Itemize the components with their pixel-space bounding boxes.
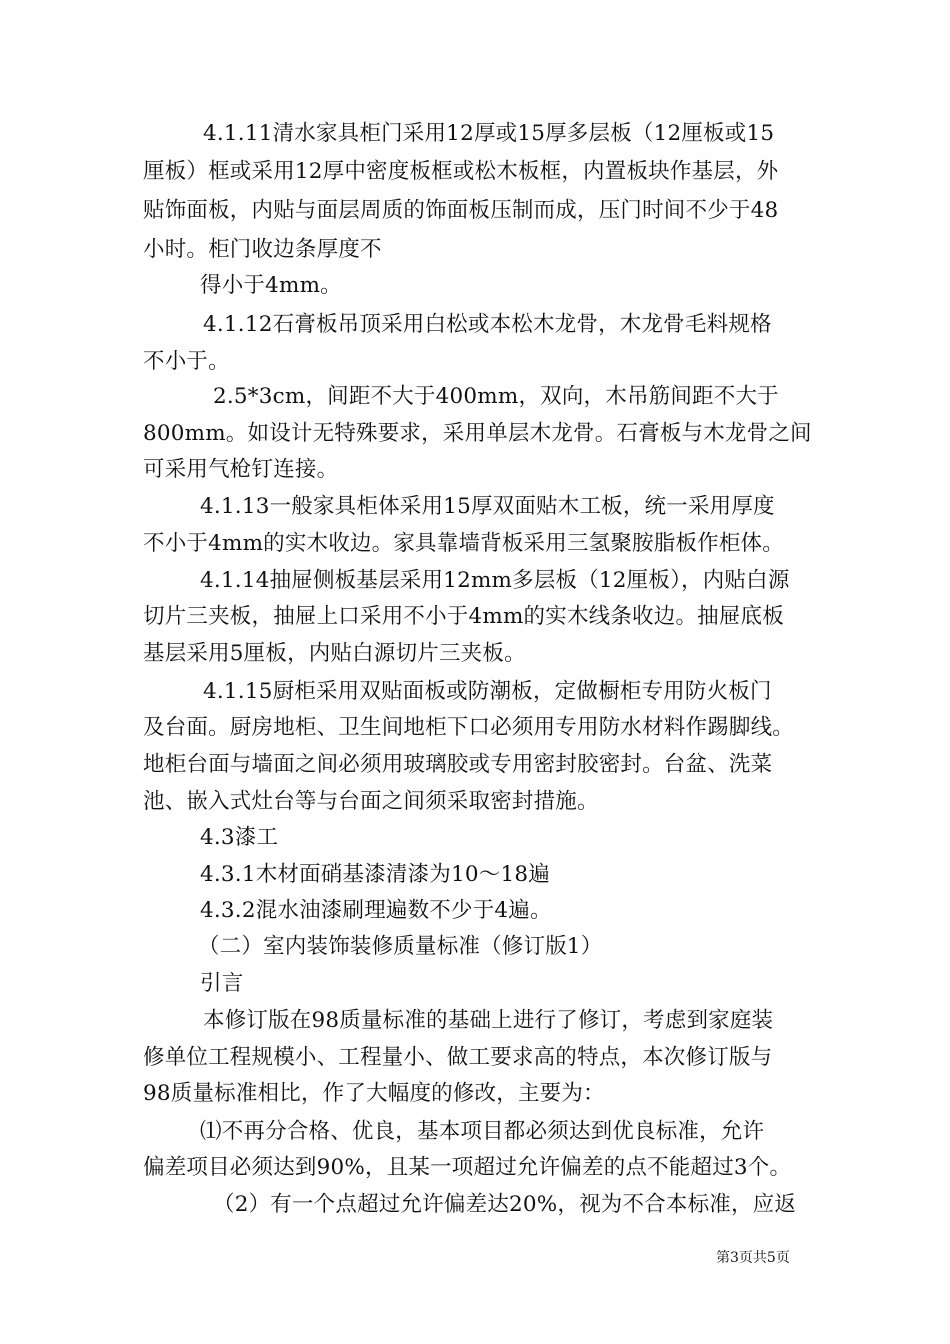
text-line: 4.1.13一般家具柜体采用15厚双面贴木工板，统一采用厚度 bbox=[200, 494, 775, 519]
text-line: 厘板）框或采用12厚中密度板框或松木板框，内置板块作基层，外 bbox=[143, 159, 779, 184]
section-heading: 4.3漆工 bbox=[200, 825, 279, 850]
text-line: （2）有一个点超过允许偏差达20%，视为不合本标准，应返 bbox=[213, 1192, 797, 1217]
text-line: 不小于4mm的实木收边。家具靠墙背板采用三氢聚胺脂板作柜体。 bbox=[143, 531, 784, 556]
text-line: 及台面。厨房地柜、卫生间地柜下口必须用专用防水材料作踢脚线。 bbox=[143, 715, 795, 740]
text-line: 800mm。如设计无特殊要求，采用单层木龙骨。石膏板与木龙骨之间 bbox=[143, 421, 812, 446]
page-number: 第3页共5页 bbox=[716, 1250, 790, 1266]
text-line: 地柜台面与墙面之间必须用玻璃胶或专用密封胶密封。台盆、洗菜 bbox=[143, 752, 773, 777]
text-line: 4.1.12石膏板吊顶采用白松或本松木龙骨，木龙骨毛料规格 bbox=[203, 312, 772, 337]
text-line: 小时。柜门收边条厚度不 bbox=[143, 237, 382, 262]
section-heading: 引言 bbox=[200, 971, 244, 996]
text-line: 2.5*3cm，间距不大于400mm，双向，木吊筋间距不大于 bbox=[213, 384, 779, 409]
text-line: 切片三夹板，抽屉上口采用不小于4mm的实木线条收边。抽屉底板 bbox=[143, 604, 784, 629]
text-line: ⑴不再分合格、优良，基本项目都必须达到优良标准，允许 bbox=[200, 1119, 765, 1144]
text-line: 4.1.14抽屉侧板基层采用12mm多层板（12厘板），内贴白源 bbox=[200, 568, 790, 593]
section-heading: （二）室内装饰装修质量标准（修订版1） bbox=[198, 934, 603, 959]
text-line: 本修订版在98质量标准的基础上进行了修订，考虑到家庭装 bbox=[203, 1008, 774, 1033]
text-line: 4.1.11清水家具柜门采用12厚或15厚多层板（12厘板或15 bbox=[203, 121, 775, 146]
text-line: 不小于。 bbox=[143, 349, 230, 374]
text-line: 贴饰面板，内贴与面层周质的饰面板压制而成，压门时间不少于48 bbox=[143, 198, 779, 223]
text-line: 4.3.1木材面硝基漆清漆为10～18遍 bbox=[200, 862, 550, 887]
text-line: 池、嵌入式灶台等与台面之间须采取密封措施。 bbox=[143, 789, 599, 814]
text-line: 4.3.2混水油漆刷理遍数不少于4遍。 bbox=[200, 898, 552, 923]
text-line: 得小于4mm。 bbox=[200, 273, 342, 298]
text-line: 98质量标准相比，作了大幅度的修改，主要为： bbox=[143, 1081, 605, 1106]
text-line: 4.1.15厨柜采用双贴面板或防潮板，定做橱柜专用防火板门 bbox=[203, 679, 772, 704]
text-line: 可采用气枪钉连接。 bbox=[143, 457, 339, 482]
text-line: 修单位工程规模小、工程量小、做工要求高的特点，本次修订版与 bbox=[143, 1045, 773, 1070]
text-line: 偏差项目必须达到90%，且某一项超过允许偏差的点不能超过3个。 bbox=[143, 1155, 792, 1180]
text-line: 基层采用5厘板，内贴白源切片三夹板。 bbox=[143, 641, 526, 666]
